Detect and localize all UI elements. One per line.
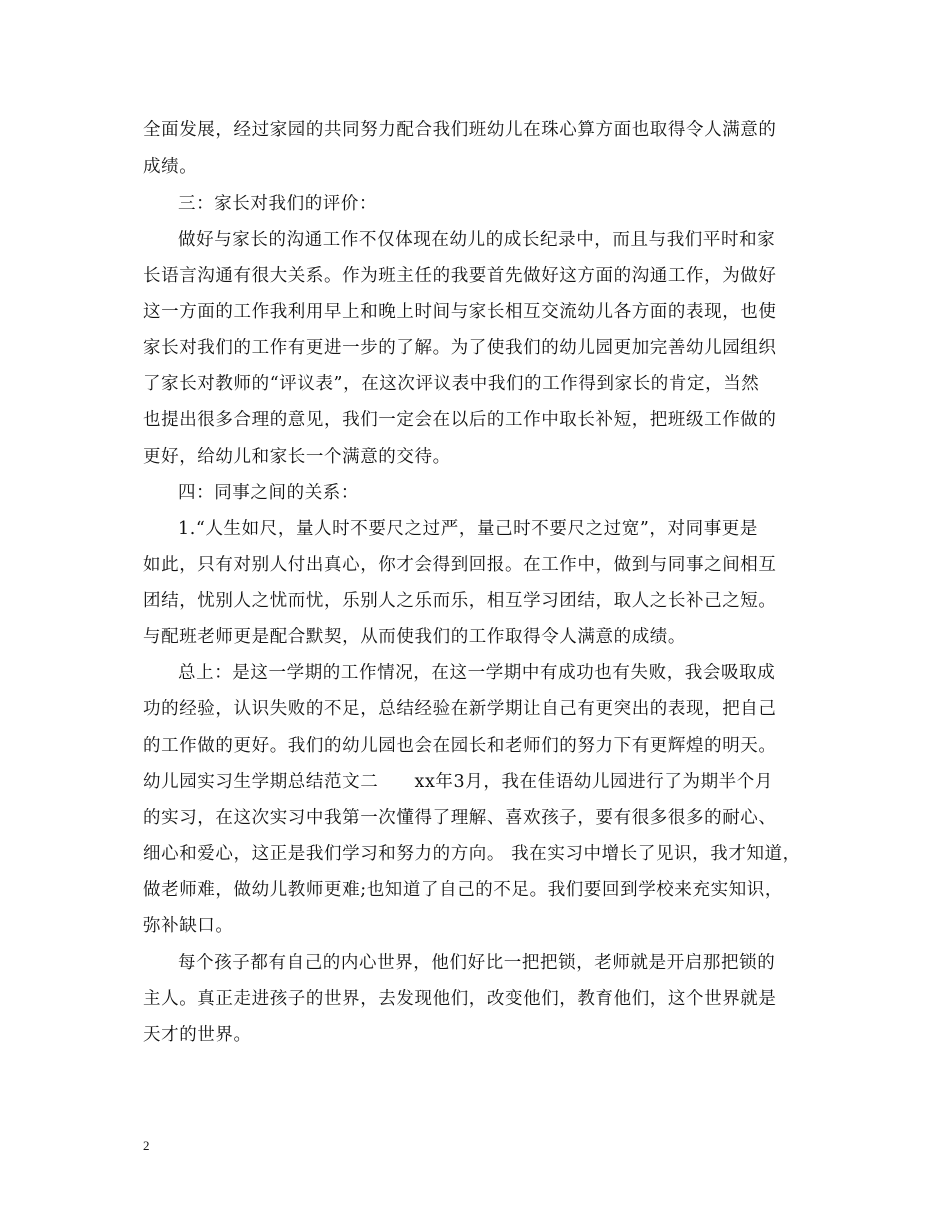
text-line: 更好，给幼儿和家长一个满意的交待。 — [143, 447, 451, 467]
text-line: 做老师难，做幼儿教师更难;也知道了自己的不足。我们要回到学校来充实知识， — [143, 880, 783, 900]
text-line: 弥补缺口。 — [143, 916, 234, 936]
text-line: 主人。真正走进孩子的世界，去发现他们，改变他们，教育他们，这个世界就是 — [143, 989, 777, 1009]
text-line: 也提出很多合理的意见，我们一定会在以后的工作中取长补短，把班级工作做的 — [143, 410, 777, 430]
page-number: 2 — [143, 1138, 150, 1153]
text-line: 团结，忧别人之忧而忧，乐别人之乐而乐，相互学习团结，取人之长补己之短。 — [143, 591, 777, 611]
text-line: 长语言沟通有很大关系。作为班主任的我要首先做好这方面的沟通工作，为做好 — [143, 266, 777, 286]
text-line: 功的经验，认识失败的不足，总结经验在新学期让自己有更突出的表现，把自己 — [143, 699, 777, 719]
text-line: 天才的世界。 — [143, 1025, 252, 1045]
text-line: 成绩。 — [143, 157, 198, 177]
text-line: 的工作做的更好。我们的幼儿园也会在园长和老师们的努力下有更辉煌的明天。 — [143, 736, 777, 756]
text-line: 的实习，在这次实习中我第一次懂得了理解、喜欢孩子，要有很多很多的耐心、 — [143, 808, 777, 828]
text-line: 做好与家长的沟通工作不仅体现在幼儿的成长纪录中，而且与我们平时和家 — [178, 230, 776, 250]
text-line: 全面发展，经过家园的共同努力配合我们班幼儿在珠心算方面也取得令人满意的 — [143, 120, 777, 140]
text-line: 了家长对教师的“评议表”，在这次评议表中我们的工作得到家长的肯定，当然 — [143, 374, 760, 394]
text-line: 与配班老师更是配合默契，从而使我们的工作取得令人满意的成绩。 — [143, 627, 686, 647]
text-line: 这一方面的工作我利用早上和晚上时间与家长相互交流幼儿各方面的表现，也使 — [143, 302, 777, 322]
text-line: 细心和爱心，这正是我们学习和努力的方向。 我在实习中增长了见识，我才知道， — [143, 844, 801, 864]
section-heading: 四：同事之间的关系： — [178, 483, 359, 503]
text-line: 总上：是这一学期的工作情况，在这一学期中有成功也有失败，我会吸取成 — [178, 663, 776, 683]
text-line: 如此，只有对别人付出真心，你才会得到回报。在工作中，做到与同事之间相互 — [143, 555, 777, 575]
text-line: 每个孩子都有自己的内心世界，他们好比一把把锁，老师就是开启那把锁的 — [178, 953, 776, 973]
section-heading: 三：家长对我们的评价： — [178, 194, 378, 214]
text-line: 1.“人生如尺，量人时不要尺之过严，量己时不要尺之过宽”，对同事更是 — [178, 519, 758, 539]
text-line: 幼儿园实习生学期总结范文二 xx年3月，我在佳语幼儿园进行了为期半个月 — [143, 772, 773, 792]
text-line: 家长对我们的工作有更进一步的了解。为了使我们的幼儿园更加完善幼儿园组织 — [143, 338, 777, 358]
